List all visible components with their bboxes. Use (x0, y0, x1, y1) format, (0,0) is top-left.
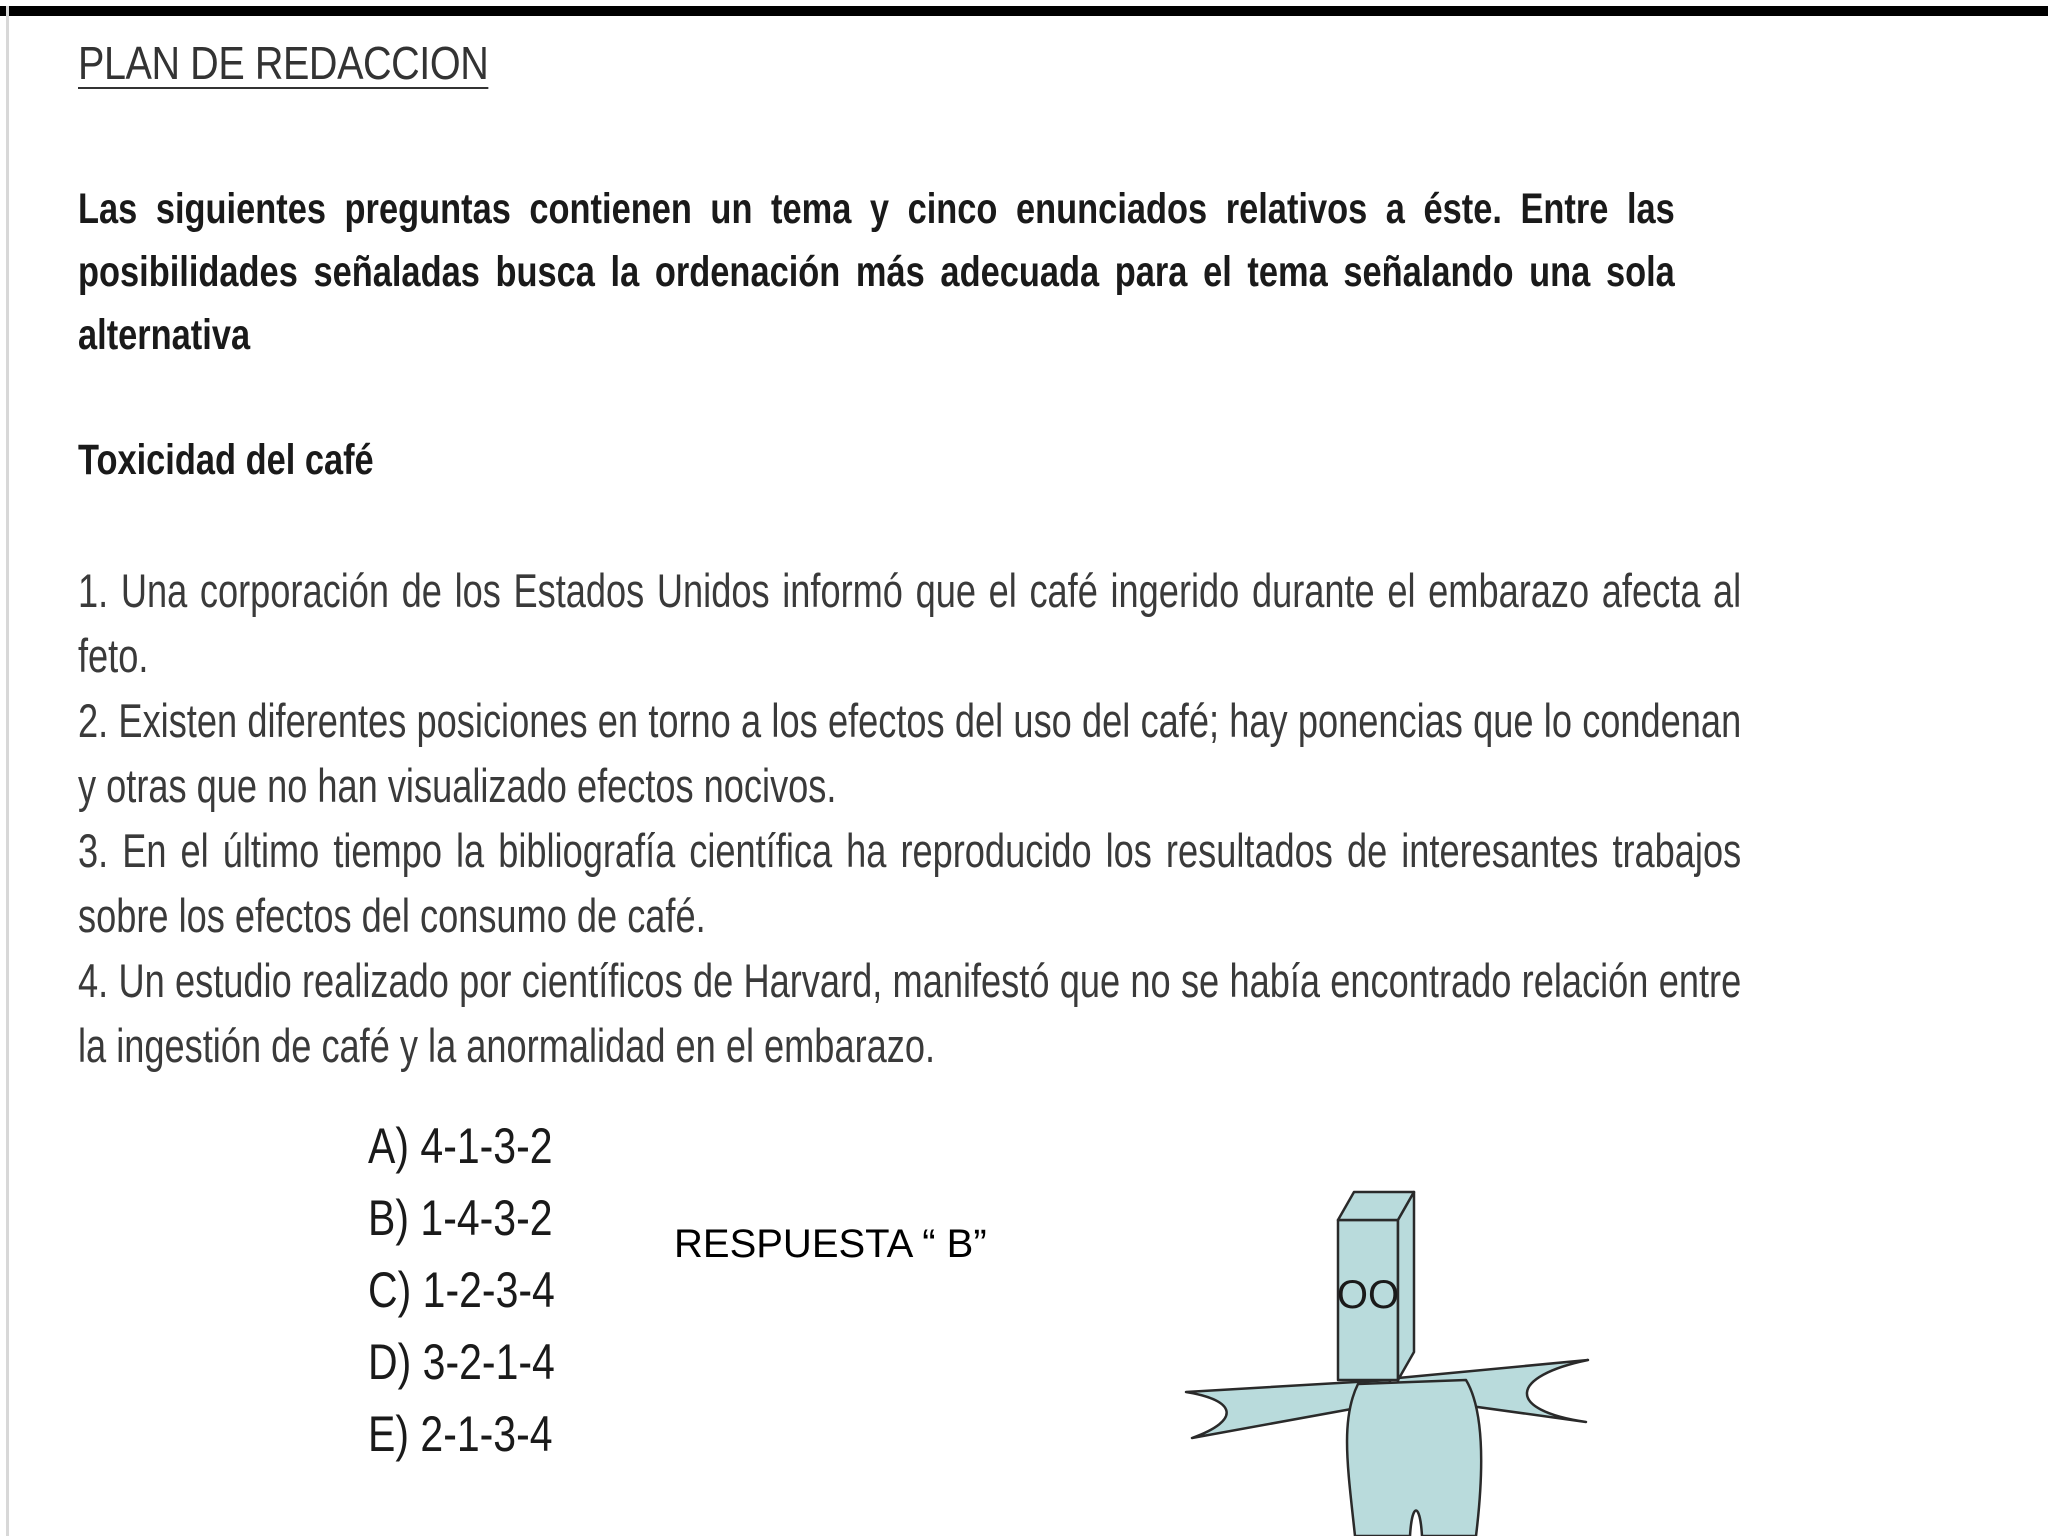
statement-item: 3. En el último tiempo la bibliografía científica ha reproducido los resultados de interesantes trabajos sobre los efectos del consumo de café. (78, 824, 1742, 942)
statement-item: 2. Existen diferentes posiciones en torno a los efectos del uso del café; hay ponencias que lo condenan y otras que no han visualizado efectos nocivos. (78, 694, 1742, 812)
option-b: B) 1-4-3-2 (368, 1190, 553, 1246)
options-list (368, 1110, 555, 1470)
left-border (6, 6, 9, 1536)
option-a: A) 4-1-3-2 (368, 1118, 553, 1174)
top-border (0, 6, 2048, 16)
instructions: Las siguientes preguntas contienen un tema y cinco enunciados relativos a éste. Entre las posibilidades señaladas busca la ordenación más adecuada para el tema señalando una sola alternativa (78, 185, 1675, 359)
box-head-figure-icon (1180, 1180, 1600, 1536)
answer-label: RESPUESTA “ B” (674, 1222, 987, 1266)
option-c: C) 1-2-3-4 (368, 1262, 555, 1318)
page-title: PLAN DE REDACCION (78, 37, 489, 89)
topic-title: Toxicidad del café (78, 436, 374, 484)
figure-body (1186, 1192, 1588, 1536)
statement-item: 4. Un estudio realizado por científicos de Harvard, manifestó que no se había encontrado relación entre la ingestión de café y la anormalidad en el embarazo. (78, 954, 1742, 1072)
figure-face: OO (1336, 1273, 1400, 1317)
statement-item: 1. Una corporación de los Estados Unidos informó que el café ingerido durante el embarazo afecta al feto. (78, 564, 1742, 682)
option-e: E) 2-1-3-4 (368, 1406, 553, 1462)
statement-list (78, 558, 1741, 1078)
option-d: D) 3-2-1-4 (368, 1334, 555, 1390)
